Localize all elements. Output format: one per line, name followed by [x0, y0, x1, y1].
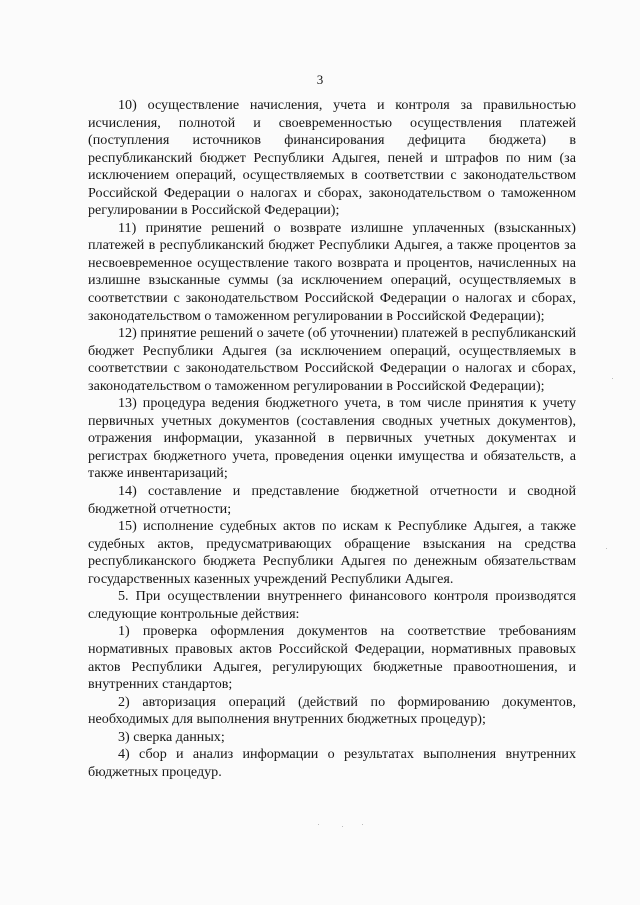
scan-speck: [612, 378, 613, 379]
paragraph-action-2: 2) авторизация операций (действий по формированию документов, необходимых для выполнения внутренних бюджетных процедур);: [88, 693, 576, 728]
paragraph-item-12: 12) принятие решений о зачете (об уточнении) платежей в республиканский бюджет Республики Адыгея (за исключением операций, осуществляемых в соответствии с законодательством Российской Федерации о налогах и сборах, законодательством о таможенном регулировании в Российской Федерации);: [88, 325, 576, 394]
scan-speck: [318, 824, 319, 825]
document-body: [88, 97, 576, 781]
page-number: 3: [316, 72, 324, 87]
paragraph-action-3: 3) сверка данных;: [118, 728, 225, 745]
paragraph-action-1: 1) проверка оформления документов на соответствие требованиям нормативных правовых актов Российской Федерации, нормативных правовых актов Республики Адыгея, регулирующих бюджетные правоотношения, и внутренних стандартов;: [88, 623, 576, 693]
scan-speck: [606, 548, 607, 549]
paragraph-item-14: 14) составление и представление бюджетной отчетности и сводной бюджетной отчетности;: [88, 483, 576, 517]
paragraph-item-10: 10) осуществление начисления, учета и контроля за правильностью исчисления, полнотой и своевременностью осуществления платежей (поступления источников финансирования дефицита бюджета) в республиканский бюджет Республики Адыгея, пеней и штрафов по ним (за исключением операций, осуществляемых в соответствии с законодательством Российской Федерации о налогах и сборах, законодательством о таможенном регулировании в Российской Федерации);: [88, 97, 576, 219]
paragraph-item-15: 15) исполнение судебных актов по искам к Республике Адыгея, а также судебных актов, предусматривающих обращение взыскания на средства республиканского бюджета Республики Адыгея по денежным обязательствам государственных казенных учреждений Республики Адыгея.: [88, 518, 576, 587]
paragraph-action-4: 4) сбор и анализ информации о результатах выполнения внутренних бюджетных процедур.: [88, 746, 576, 780]
scan-speck: [362, 824, 363, 825]
scan-speck: [342, 826, 343, 827]
paragraph-section-5: 5. При осуществлении внутреннего финансового контроля производятся следующие контрольные действия:: [88, 588, 576, 622]
paragraph-item-13: 13) процедура ведения бюджетного учета, в том числе принятия к учету первичных учетных документов (составления сводных учетных документов), отражения информации, указанной в первичных учетных документах и регистрах бюджетного учета, проведения оценки имущества и обязательств, а также инвентаризаций;: [88, 395, 576, 482]
paragraph-item-11: 11) принятие решений о возврате излишне уплаченных (взысканных) платежей в республиканский бюджет Республики Адыгея, а также процентов за несвоевременное осуществление такого возврата и процентов, начисленных на излишне взысканные суммы (за исключением операций, осуществляемых в соответствии с законодательством Российской Федерации о налогах и сборах, законодательством о таможенном регулировании в Российской Федерации);: [88, 219, 576, 324]
